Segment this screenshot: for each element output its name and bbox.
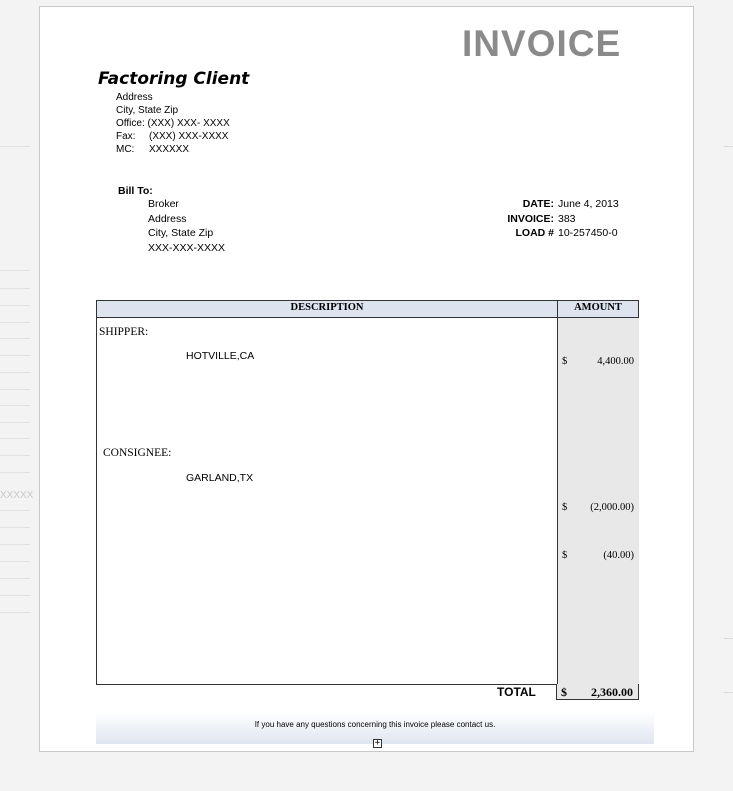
background-right: [700, 0, 733, 791]
table-header: [97, 301, 638, 318]
fax-value: (XXX) XXX-XXXX: [149, 131, 229, 142]
sender-mc: [116, 143, 230, 156]
date-value: June 4, 2013: [558, 198, 619, 210]
bill-to-phone: XXX-XXX-XXXX: [148, 241, 226, 254]
invoice-page: [39, 6, 694, 752]
bill-to-city: City, State Zip: [148, 227, 214, 239]
bill-to-name: Broker: [148, 198, 179, 210]
sender-city: City, State Zip: [116, 105, 179, 116]
invoice-number-label: INVOICE:: [507, 212, 554, 225]
header-amount: AMOUNT: [574, 302, 622, 313]
invoice-meta: [480, 197, 619, 241]
expand-icon[interactable]: +: [374, 738, 381, 748]
date-label: DATE:: [522, 198, 554, 210]
meta-date: [480, 197, 619, 212]
sender-fax: [116, 130, 230, 143]
load-label: LOAD #: [515, 227, 554, 239]
line-items-table: [96, 300, 639, 685]
office-label: Office:: [116, 118, 145, 129]
amount-column: [557, 318, 639, 684]
amount-value: (40.00): [603, 550, 634, 561]
consignee-label: CONSIGNEE:: [103, 447, 172, 459]
sender-block: [116, 91, 230, 156]
sender-address: Address: [116, 92, 153, 103]
company-name: Factoring Client: [98, 69, 250, 89]
total-currency: $: [561, 685, 567, 699]
total-label: TOTAL: [497, 685, 536, 699]
footer-contact-text: If you have any questions concerning this invoice please contact us.: [254, 720, 496, 729]
load-number: 10-257450-0: [558, 227, 618, 239]
bill-to-heading: Bill To:: [118, 185, 153, 197]
bill-to-address: Address: [148, 212, 187, 225]
invoice-number: 383: [558, 212, 576, 225]
mc-label: MC:: [116, 144, 135, 155]
shipper-label: SHIPPER:: [99, 326, 149, 338]
meta-invoice: [480, 212, 619, 227]
total-value: 2,360.00: [591, 685, 633, 699]
sender-office: [116, 117, 230, 130]
office-value: (XXX) XXX- XXXX: [147, 118, 230, 129]
background-left: [0, 0, 32, 791]
amount-value: 4,400.00: [597, 356, 634, 367]
amount-value: (2,000.00): [590, 502, 634, 513]
mc-value: XXXXXX: [149, 144, 190, 155]
bill-to-block: [148, 197, 225, 255]
currency-symbol: $: [562, 356, 568, 367]
fax-label: Fax:: [116, 131, 136, 142]
shipper-city: HOTVILLE,CA: [186, 350, 255, 362]
consignee-city: GARLAND,TX: [186, 472, 254, 484]
meta-load: [480, 226, 619, 241]
background-ghost-text: XXXXX: [0, 490, 34, 501]
total-box: [556, 684, 639, 700]
currency-symbol: $: [562, 502, 568, 513]
currency-symbol: $: [562, 550, 568, 561]
invoice-title: INVOICE: [462, 23, 622, 64]
header-description: DESCRIPTION: [290, 302, 364, 313]
